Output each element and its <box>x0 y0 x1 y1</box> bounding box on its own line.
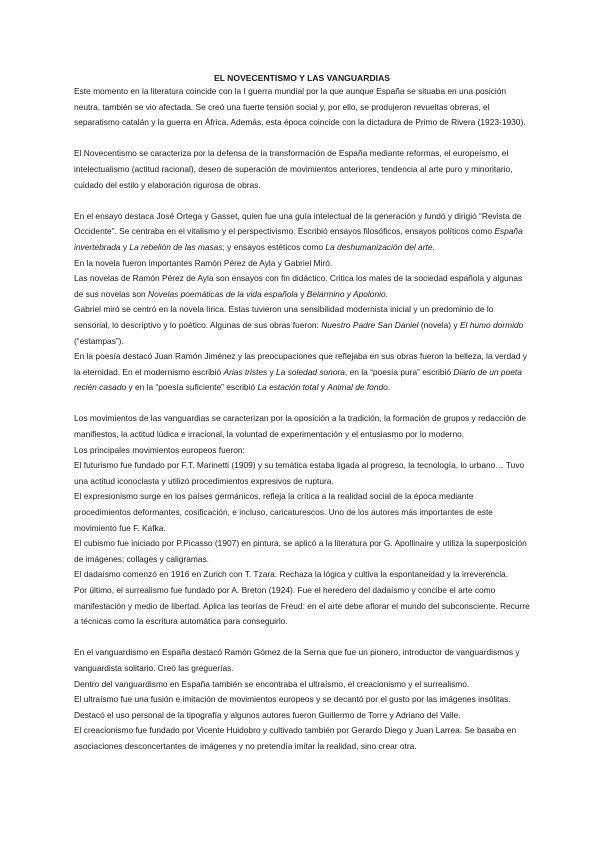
paragraph <box>74 536 530 567</box>
paragraph-spacer <box>74 630 530 646</box>
work-title: La estación total <box>257 382 319 393</box>
paragraph <box>74 443 530 459</box>
paragraph <box>74 489 530 536</box>
text-run: y <box>120 241 130 252</box>
work-title: La deshumanización del arte <box>325 241 433 252</box>
text-run: Por último, el surrealismo fue fundado por A. Breton (1924). Fue el heredero del dadaísmo y concibe el arte como manifestación y medio de libertad. Aplica las teorías de Freud: en el arte debe aflorar el mundo del subconsciente. Recurre a técnicas como la escritura automática para conseguirlo. <box>74 585 530 627</box>
text-run: (novela) y <box>418 319 460 330</box>
work-title: España invertebrada <box>74 226 523 252</box>
paragraph <box>74 349 530 396</box>
paragraph <box>74 677 530 693</box>
text-run: y <box>267 366 277 377</box>
work-title: Belarmino y Apolonio <box>306 288 386 299</box>
paragraph <box>74 302 530 349</box>
text-run: Los principales movimientos europeos fueron: <box>74 444 245 455</box>
text-run: y <box>297 288 307 299</box>
text-run: El futurismo fue fundado por F.T. Marinetti (1909) y su temática estaba ligada al progreso, la tecnología, lo urbano… Tuvo una actitud iconoclasta y utilizó procedimientos expresivos de ruptura. <box>74 460 525 486</box>
text-run: , en la “poesía pura” escribió <box>344 366 454 377</box>
paragraph-spacer <box>74 193 530 209</box>
text-run: En la poesía destacó Juan Ramón Jiménez y las preocupaciones que reflejaba en sus obras fueron la belleza, la verdad y la eternidad. En el modernismo escribió <box>74 351 527 377</box>
paragraph <box>74 411 530 442</box>
text-run: Los movimientos de las vanguardias se caracterizan por la oposición a la tradición, la formación de grupos y redacción de manifiestos, la actitud lúdica e irracional, la voluntad de experimentación y el entusiasmo por lo moderno. <box>74 413 527 440</box>
paragraph <box>74 583 530 630</box>
text-run: . <box>432 241 435 252</box>
paragraph <box>74 84 530 131</box>
work-title: Diario de un poeta recién casado <box>74 366 522 393</box>
text-run: El expresionismo surge en los países germánicos, refleja la crítica a la realidad social de la época mediante procedimientos deformantes, cosificación, e incluso, caricaturescos. Uno de los autores más importantes de este movimiento fue F. Kafka. <box>74 491 493 533</box>
work-title: Arias tristes <box>223 366 268 377</box>
paragraph <box>74 723 530 754</box>
text-run: y <box>318 382 328 393</box>
text-run: El creacionismo fue fundado por Vicente Huidobro y cultivado también por Gerardo Diego y Juan Larrea. Se basaba en asociaciones desconcertantes de imágenes y no pretendía imitar la realidad, sino crear otra. <box>74 725 517 751</box>
paragraph <box>74 271 530 302</box>
text-run: El Novecentismo se caracteriza por la defensa de la transformación de España mediante reformas, el europeísmo, el intelectualismo (actitud racional), deseo de superación de movimientos anteriores, tendencia al arte puro y minoritario, cuidado del estilo y elaboración rigurosa de obras. <box>74 148 513 190</box>
work-title: El humo dormido <box>459 319 524 330</box>
paragraph-spacer <box>74 131 530 147</box>
text-run: y en la “poesía suficiente” escribió <box>126 382 258 393</box>
text-run: En el ensayo destaca José Ortega y Gasset, quien fue una guía intelectual de la generación y fundó y dirigió “Revista de Occidente”. Se centraba en el vitalismo y el perspectivismo. Escribió ensayos filosóficos, ensayos políticos como <box>74 210 522 237</box>
document-paragraphs <box>74 84 530 755</box>
work-title: Nuestro Padre San Daniel <box>321 319 419 330</box>
text-run: Dentro del vanguardismo en España también se encontraba el ultraísmo, el creacionismo y el surrealismo. <box>74 678 470 689</box>
paragraph <box>74 458 530 489</box>
paragraph <box>74 567 530 583</box>
text-run: En la novela fueron importantes Ramón Pérez de Ayla y Gabriel Miró. <box>74 257 333 268</box>
text-run: (“estampas”). <box>74 335 124 346</box>
text-run: En el vanguardismo en España destacó Ramón Gómez de la Serna que fue un pionero, introductor de vanguardismos y vanguardista solitario. Creó las greguerías. <box>74 647 520 673</box>
text-run: Este momento en la literatura coincide con la I guerra mundial por la que aunque España se situaba en una posición neutra, también se vio afectada. Se creó una fuerte tensión social y, por ello, se produjeron revueltas obreras, el separatismo catalán y la guerra en África. Además, esta época coincide con la dictadura de Primo de Rivera (1923-1930). <box>74 86 526 128</box>
paragraph-spacer <box>74 396 530 412</box>
text-run: Las novelas de Ramón Pérez de Ayla son ensayos con fin didáctico. Critica los males de la sociedad española y algunas de sus novelas son <box>74 273 523 299</box>
text-run: El dadaísmo comenzó en 1916 en Zurich con T. Tzara. Rechaza la lógica y cultiva la espontaneidad y la irreverencia. <box>74 569 509 580</box>
work-title: La soledad sonora <box>276 366 345 377</box>
paragraph <box>74 209 530 256</box>
document-title: EL NOVECENTISMO Y LAS VANGUARDIAS <box>213 73 391 83</box>
paragraph <box>74 256 530 272</box>
text-run: El ultraísmo fue una fusión e imitación de movimientos europeos y se decantó por el gusto por las imágenes insólitas. Destacó el uso personal de la tipografía y algunos autores fueron Guillermo de Torre y Adriano del Valle. <box>74 694 511 720</box>
document-body <box>74 73 530 755</box>
work-title: Novelas poemáticas de la vida española <box>148 288 298 299</box>
text-run: ; y ensayos estéticos como <box>222 241 326 252</box>
text-run: El cubismo fue iniciado por P.Picasso (1907) en pintura, se aplicó a la literatura por G. Apollinaire y utiliza la superposición de imágenes; collages y caligramas. <box>74 538 527 564</box>
work-title: Animal de fondo <box>327 382 388 393</box>
paragraph <box>74 146 530 193</box>
paragraph <box>74 645 530 676</box>
text-run: . <box>387 382 391 393</box>
work-title: La rebelión de las masas <box>129 241 223 252</box>
text-run: . <box>385 288 388 299</box>
paragraph <box>74 692 530 723</box>
text-run: Gabriel miró se centró en la novela lírica. Estas tuvieron una sensibilidad modernista inicial y un predominio de lo sensorial, lo descriptivo y lo poético. Algunas de sus obras fueron: <box>74 304 494 330</box>
